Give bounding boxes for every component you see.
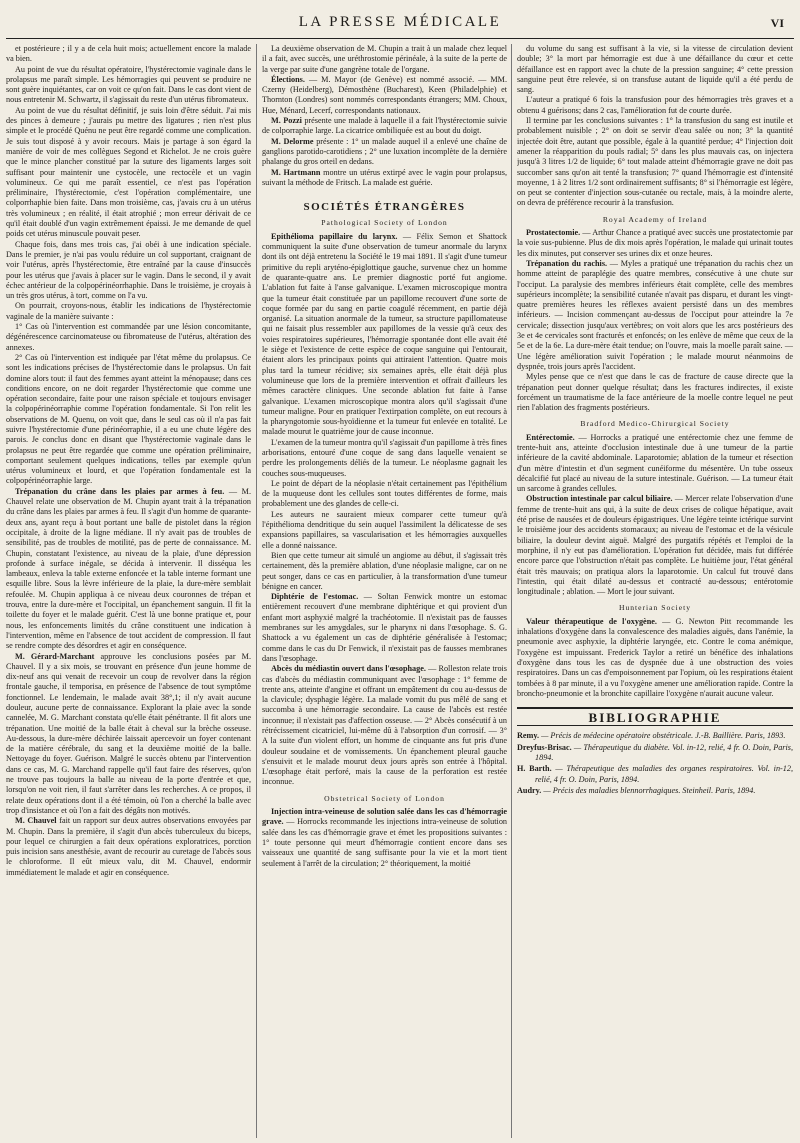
- paragraph: Myles pense que ce n'est que dans le cas de fracture de cause directe que la trépanation peut donner quelque résultat; dans les fractures indirectes, il existe forcément un traumatisme de la face antérieure de la moelle contre lequel ne peut rien l'ablation des fragments postérieurs.: [517, 372, 793, 413]
- article-body: — Félix Semon et Shattock communiquent la suite d'une observation de tumeur anormale du larynx dont ils ont déjà entretenu la Société le 19 mai 1891. Il s'agit d'une tumeur primitive du repli aryténo-épiglottique gauche, survenue chez un homme de quarante-quatre ans. Le premier diagnostic porté fut angiome. L'ablation fut faite à l'anse galvanique. L'examen microscopique montra que la tumeur était constituée par un papillome recouvert d'une sorte de coque formée par du sang en partie coagulé récemment, en partie déjà organisé. La situation anormale de la tumeur, sa structure papillomateuse qui ne faisait plus ressembler aux papillomes de la vessie qu'à ceux des voies respiratoires supérieures, l'hémorragie spontanée dont elle avait été le siège et l'existence de cette espèce de coque sanguine qui l'entourait, étaient alors les principaux points qui attiraient l'attention. Quatre mois plus tard la tumeur récidive; six semaines après, elle était déjà plus volumineuse que lors de la première intervention et offrait d'ailleurs les mêmes caractère cliniques. Une seconde ablation fut faite à l'anse galvanique. L'examen microscopique montra alors qu'il s'agissait d'une tumeur maligne. Pour en pratiquer l'extirpation complète, on eut recours à la pharyngotomie sous-hyoïdienne et la tumeur fut enlevée en totalité. Le malade mourut le quatrième jour de cause inconnue.: [262, 231, 507, 437]
- paragraph: Les auteurs ne sauraient mieux comparer cette tumeur qu'à l'épithélioma dendritique du sein auquel l'assimilent la délicatesse de ses expansions papillaires, sa vascularisation et les hémorragies auxquelles elle a donné naissance.: [262, 509, 507, 550]
- article-enterectomie: [517, 433, 793, 495]
- paragraph: L'auteur a pratiqué 6 fois la transfusion pour des hémorragies très graves et a obtenu 4 guérisons; dans 2 cas, l'amélioration fut de courte durée.: [517, 95, 793, 115]
- article-title: Entérectomie.: [526, 432, 575, 442]
- article-title: Valeur thérapeutique de l'oxygène.: [526, 616, 657, 626]
- article-title: Injection intra-veineuse de solution salée dans les cas d'hémorragie grave.: [262, 807, 507, 827]
- article-title: M. Gérard-Marchant: [15, 651, 95, 661]
- article-title: M. Hartmann: [271, 167, 321, 177]
- article-trepanation-rachis: [517, 259, 793, 372]
- society-heading: Pathological Society of London: [321, 218, 448, 228]
- article-body: — M. Mayor (de Genève) est nommé associé. — MM. Czerny (Heidelberg), Démosthène (Bucharest), Keen (Philadelphie) et Thornton (Londres) sont nommés correspondants étrangers; MM. Choux, Hue, Ménard, Lecerf, correspondants nationaux.: [262, 74, 507, 115]
- column-divider: [511, 44, 512, 1138]
- article-obstruction: [517, 494, 793, 597]
- paragraph: Bien que cette tumeur ait simulé un angiome au début, il s'agissait très certainement, dès la première ablation, d'une néoplasie maligne, car on ne peut songer, dans ce cas en particulier, à la transformation d'une tumeur bénigne en cancer.: [262, 550, 507, 591]
- paragraph: Au point de vue du résultat opératoire, l'hystérectomie vaginale dans le prolapsus me paraît simple. Les hémorragies qui peuvent se produire ne sont guère inquiétantes, car on voit ce qu'on fait. Dans le cas dont vient de nous entretenir M. Schwartz, il s'agissait du reste d'un utérus fibromateux.: [6, 64, 251, 105]
- society-heading: Royal Academy of Ireland: [602, 214, 708, 224]
- bib-author: Dreyfus-Brisac.: [517, 742, 572, 752]
- article-title: Obstruction intestinale par calcul biliaire.: [526, 494, 673, 504]
- column-divider: [256, 44, 257, 1138]
- paragraph: Il termine par les conclusions suivantes : 1° la transfusion du sang est inutile et probablement nuisible ; 2° on doit se servir d'eau salée ou non; 3° la quantité injectée doit être, autant que possible, égale à la quantité perdue; 4° l'injection doit amener la réapparition du pouls radial; 5° dans les plus mauvais cas, on injectera jusqu'à 3 litres 1/2 de liquide; 6° tout malade atteint d'hémorragie grave ne doit pas succomber sans qu'on ait tenté la transfusion; 7° quand l'hémorragie est d'intensité moyenne, 1 à 2 litres 1/2 sont ordinairement suffisants; 8° si l'hémorragie est légère, on peut se contenter d'injection sous-cutanée ou rectale, mais, à la moindre alerte, on devra de préférence recourir à la transfusion.: [517, 116, 793, 208]
- bib-text: — Thérapeutique du diabète. Vol. in-12, relié, 4 fr. O. Doin, Paris, 1894.: [535, 742, 793, 762]
- bibliography-rule: [517, 725, 793, 726]
- article-title: Abcès du médiastin ouvert dans l'œsophage.: [271, 664, 426, 674]
- article-elections: [262, 75, 507, 116]
- article-body: — Myles a pratiqué une trépanation du rachis chez un homme atteint de paraplégie des quatre membres, consécutive à une chute sur l'occiput. La paralysie des membres inférieurs était complète, celle des membres supérieurs incomplète; la sensibilité cutanée n'avait pas disparu, et durant les vingt-quatre premières heures les réflexes avaient persisté dans un des membres inférieurs. — Incision commençant au-dessus de l'occiput pour atteindre la 7e cervicale; dissection jusqu'aux vertèbres; on voit alors que les arcs postérieurs des 3e et 4e cervicales sont fracturés et enfoncés; on les enlève de même que ceux de la 5e et de la 6e. La dure-mère était tendue; on l'ouvre, mais la moelle paraît saine. — Une légère amélioration suivit l'opération ; le malade mourut néanmoins de dyspnée, trois jours après l'accident.: [517, 258, 793, 371]
- paragraph: 1° Cas où l'intervention est commandée par une lésion concomitante, dégénérescence carcinomateuse ou fibromateuse de l'utérus, altération des annexes.: [6, 322, 251, 352]
- header-rule: [6, 38, 794, 39]
- society-heading: Hunterian Society: [618, 603, 692, 613]
- article-title: Trépanation du rachis.: [526, 258, 608, 268]
- article-chauvel: [6, 816, 251, 878]
- article-delorme: [262, 137, 507, 168]
- article-title: Epithélioma papillaire du larynx.: [271, 231, 398, 241]
- paragraph: 2° Cas où l'intervention est indiquée par l'état même du prolapsus. Ce sont les indications précises de l'hystérectomie dans le prolapsus. Un fait domine alors tout: il faut des femmes ayant atteint la ménopause; dans ces conditions encore, on ne doit regarder l'hystérectomie que comme une opération secondaire, faite pour une raison spéciale et toujours envisager la colpopérinéorraphie comme l'opération fondamentale. Si l'on relit les observations de M. Quenu, on voit que, dans le seul cas où il n'a pas fait suivre l'hystérectomie d'une périnéorraphie, il a eu une chute légère des parois. Je conclus donc en disant que l'hystérectomie vaginale dans le prolapsus ne peut être regardée que comme une opération préliminaire, comportant seulement quelques indications, telles par exemple qu'un utérus volumineux et lourd, et que l'opération fondamentale est la colpopérinéorraphie large.: [6, 352, 251, 486]
- bibliography-entry: [517, 764, 793, 785]
- article-title: M. Chauvel: [15, 816, 57, 826]
- article-body: présente une malade à laquelle il a fait l'hystérectomie suivie de colporraphie large. La cicatrice ombiliquée est au bout du doigt.: [262, 116, 507, 136]
- bibliography-entry: [517, 731, 793, 741]
- column-2: [262, 44, 507, 1138]
- article-title: Trépanation du crâne dans les plaies par armes à feu.: [15, 486, 225, 496]
- article-title: Prostatectomie.: [526, 228, 581, 238]
- article-body: montre un utérus extirpé avec le vagin pour prolapsus, suivant la méthode de Fritsch. La malade est guérie.: [262, 167, 507, 187]
- article-body: — Horrocks a pratiqué une entérectomie chez une femme de trente-huit ans, atteinte d'occlusion intestinale due à une tumeur de la partie inférieure de la cavité abdominale. Laparotomie; ablation de la tumeur et résection d'un mètre d'intestin et d'un segment cunéiforme du mésentère. Un tube osseux décalcifié fut placé au niveau de la suture intestinale. Guérison. — La tumeur était un sarcome à grandes cellules.: [517, 432, 793, 494]
- article-body: — Rolleston relate trois cas d'abcès du médiastin communiquant avec l'œsophage : 1° femme de trente ans, atteinte d'angine et offrant un empâtement du cou au-dessus de la clavicule; dysphagie légère. La malade vomit du pus mêlé de sang et succomba à une hémorragie secondaire. La cause de l'abcès est restée inconnue; il n'existait pas d'affection osseuse. — 2° Abcès consécutif à un rétrécissement cicatriciel, lui-même dû à l'absorption d'un corrosif. — 3° A la suite d'un violent effort, un homme de cinquante ans fut pris d'une douleur soudaine et de vomissements. Un épanchement pleural gauche s'ensuivit et le malade mourut deux jours après son entrée à l'hôpital. L'œsophage était perforé, mais la cause de la perforation est restée inconnue.: [262, 664, 507, 787]
- article-title: Élections.: [271, 74, 305, 84]
- paragraph: La deuxième observation de M. Chupin a trait à un malade chez lequel il a fait, avec succès, une uréthrostomie périnéale, à la suite de la perte de la verge par suite d'une gangrène totale de l'organe.: [262, 44, 507, 74]
- article-gerard-marchant: [6, 652, 251, 817]
- article-pozzi: [262, 116, 507, 137]
- article-injection: [262, 807, 507, 869]
- article-oxygene: [517, 617, 793, 699]
- bibliography-title: BIBLIOGRAPHIE: [588, 710, 722, 726]
- society-heading: Bradford Medico-Chirurgical Society: [580, 419, 730, 429]
- bib-text: — Précis des maladies blennorrhagiques. Steinheil. Paris, 1894.: [543, 785, 756, 795]
- paragraph: L'examen de la tumeur montra qu'il s'agissait d'un papillome à très fines arborisations, entouré d'une coque de sang dans laquelle venaient se perdre les prolongements déliés de la tumeur. Le néoplasme gagnait les couches sous-muqueuses.: [262, 437, 507, 478]
- bib-text: — Thérapeutique des maladies des organes respiratoires. Vol. in-12, relié, 4 fr. O. Doin, Paris, 1894.: [535, 764, 793, 784]
- page-header: [0, 0, 800, 40]
- paragraph: et postérieure ; il y a de cela huit mois; actuellement encore la malade va bien.: [6, 44, 251, 64]
- column-1: [6, 44, 251, 1138]
- article-body: — Horrocks recommande les injections intra-veineuse de solution salée dans les cas d'hémorragie grave et émet les propositions suivantes : 1° toute personne qui meurt d'hémorragie contient encore dans ses vaisseaux une quantité de sang suffisante pour la vie et la mort tient seulement à l'arrêt de la circulation; 2° théoriquement, la moitié: [262, 817, 507, 868]
- article-prostatectomie: [517, 228, 793, 259]
- article-body: présente : 1° un malade auquel il a enlevé une chaîne de ganglions parotido-carotidiens ; 2° une luxation incomplète de la dernière phalange du gros orteil en dedans.: [262, 136, 507, 167]
- paragraph: Le point de départ de la néoplasie n'était certainement pas l'épithélium de la muqueuse dont les cellules sont toutes différentes de forme, mais probablement une des glandes de celle-ci.: [262, 478, 507, 509]
- bib-author: H. Barth.: [517, 764, 552, 774]
- article-epithelioma: [262, 232, 507, 438]
- article-body: — M. Chauvel relate une observation de M. Chupin ayant trait à la trépanation du crâne dans les plaies par armes à feu. Il s'agit d'un homme de quarante-deux ans, ayant reçu à bout portant une balle de pistolet dans la région occipitale, à droite de la ligne médiane. Il n'y avait pas de troubles de sensibilité, pas de troubles de motilité, pas de perte de connaissance. M. Chupin, constatant l'existence, au niveau de la plaie, d'une dépression profonde à surface inégale, se décida à intervenir. Il disséqua les lambeaux, enleva la table externe enfoncée et la table interne formant une esquille libre. Sous la lèvre inférieure de la plaie, la dure-mère semblait refoulée. M. Chupin appliqua à ce niveau deux couronnes de trépan et trouva, entre la dure-mère et l'occipital, un épanchement sanguin. Il fit la toilette du foyer et le malade guérit. C'est là une bonne pratique et, pour nous, les enfoncements limités du crâne constituent une indication à l'intervention, même en l'absence de tout accident de compression. Il faut se rendre compte des désordres et agir en conséquence.: [6, 486, 251, 651]
- article-body: — G. Newton Pitt recommande les inhalations d'oxygène dans la convalescence des maladies aiguës, dans l'anémie, la pneumonie avec asphyxie, la diphtérie laryngée, etc. Contre le coma anémique, l'oxygène est impuissant. Frederick Taylor a retiré un bénéfice des inhalations d'oxygène dans tous les cas de dyspnée due à une obstruction des voies respiratoires. Dans un cas d'empoisonnement par l'opium, où les respirations étaient tombées à 8 par minute, il a vu l'oxygène amener une amélioration rapide. Contre la broncho-pneumonie et la bronchite capillaire l'oxygène n'aurait aucune valeur.: [517, 616, 793, 698]
- article-body: approuve les conclusions posées par M. Chauvel. Il y a six mois, se trouvant en présence d'un jeune homme de dix-neuf ans qui venait de recevoir un coup de revolver dans la région frontale gauche, il temporisa, en présence de l'absence de tout symptôme fonctionnel. Le lendemain, le malade avait 38°,1; il n'y avait aucune douleur, aucune perte de connaissance. Explorant la plaie avec la sonde cannelée, M. G. Marchant constata qu'elle était pénétrante. Il fit alors une trépanation. Une moitié de la balle était à cheval sur la brèche osseuse. Au-dessous, la dure-mère déchirée laissait apercevoir un foyer contenant de la matière cérébrale, du sang et la deuxième moitié de la balle. Nettoyage du foyer. Guérison. Malgré le succès obtenu par l'intervention dans ce cas, M. G. Marchand rappelle qu'il faut faire des réserves, qu'on ne trouve pas toujours la balle au niveau de la porte d'entrée et que, lorsqu'on ne voit rien, il faut s'arrêter dans les recherches. A ce propos, il relate deux opérations dont il a été témoin, où l'on a cherché la balle avec trop d'insistance et où l'on a fait des dégâts non motivés.: [6, 651, 251, 815]
- column-3: [517, 44, 793, 1138]
- society-heading: Obstetrical Society of London: [324, 793, 445, 803]
- article-body: fait un rapport sur deux autres observations envoyées par M. Chupin. Dans la première, il s'agit d'un abcès tuberculeux du biceps, pour lequel ce chirurgien a fait deux opérations exploratrices, porction puis incision sans anesthésie, avant de recourir au curetage de l'abcès sous le chloroforme. Il eût mieux valu, dit M. Chauvel, endormir immédiatement le malade et agir en conséquence.: [6, 816, 251, 877]
- paragraph: On pourrait, croyons-nous, établir les indications de l'hystérectomie vaginale de la manière suivante :: [6, 301, 251, 321]
- article-hartmann: [262, 168, 507, 189]
- article-abces: [262, 664, 507, 788]
- section-title: SOCIÉTÉS ÉTRANGÈRES: [303, 201, 466, 214]
- paragraph: Au point de vue du résultat définitif, je suis loin d'être séduit. J'ai mis des pinces à demeure ; j'aurais pu mettre des ligatures ; rien n'est plus simple et le procédé Quénu ne peut être regardé comme une complication. Je suis tout disposé à y avoir recours. Mais je partage à son égard la manière de voir de mes collègues Segond et Richelot. Je ne crois guère que le mince plancher constitué par la suture des ligaments larges soit suffisant pour maintenir une cystocèle, une rectocèle et un vagin volumineux. Ce qui me paraît essentiel, ce n'est pas l'opération préliminaire, l'hystérectomie, c'est l'opération complémentaire, une colporrhaphie bien faite. Dans mon troisième, cas, j'avais cru à un utérus très volumineux ; en réalité, il était atrophié ; mon erreur dérivait de ce qu'il était doublé d'un vagin extrêmement épaissi. Je me demande de quel poids cet utérus minuscule pouvait peser.: [6, 105, 251, 239]
- article-body: — Mercer relate l'observation d'une femme de trente-huit ans qui, à la suite de deux crises de colique hépatique, avait été prise de nausées et de douleurs épigastriques. Une légère teinte ictérique survint le troisième jour des accidents stomacaux; au niveau de l'estomac et de la vésicule biliaire, la douleur devint aiguë. Malgré des purgatifs répétés et l'emploi de la morphine, il n'y eut pas d'amélioration. L'opération fut décidée, mais fut différée encore parce que l'obstruction n'était pas complète. Le huitième jour, l'état général était très mauvais; on pratiqua alors la laparotomie. Un calcul fut trouvé dans l'intestin, qui était dilaté au-dessus et contracté au-dessous; entérotomie longitudinale ; ablation. — Mort le jour suivant.: [517, 494, 793, 597]
- article-title: M. Delorme: [271, 136, 314, 146]
- bib-author: Remy.: [517, 731, 540, 741]
- article-diphterie: [262, 592, 507, 664]
- bib-author: Audry.: [517, 785, 542, 795]
- article-trepanation-crane: [6, 487, 251, 652]
- article-title: Diphtérie de l'estomac.: [271, 592, 359, 602]
- article-body: — Soltan Fenwick montre un estomac entièrement recouvert d'une membrane diphtérique et qui provient d'un enfant mort asphyxié malgré la trachéotomie. Il n'existait pas de fausses membranes sur les amygdales, sur le pharynx ni dans l'œsophage. S. G. Shattock a vu également un cas de diphtérie généralisée à l'estomac; comme dans le cas du Dr Fenwick, il n'existait pas de fausses membranes dans l'œsophage.: [262, 592, 507, 663]
- journal-title: LA PRESSE MÉDICALE: [298, 14, 502, 30]
- bibliography-rule: [517, 707, 793, 709]
- bib-text: — Précis de médecine opératoire obstétricale. J.-B. Baillière. Paris, 1893.: [541, 731, 786, 741]
- paragraph: du volume du sang est suffisant à la vie, si la vitesse de circulation devient double; 3° la mort par hémorragie est due à une défaillance du cœur et cette défaillance est en rapport avec la chute de la pression sanguine; 4° cette pression sanguine peut être relevée, si on transfuse autant de liquide qu'il a été perdu de sang.: [517, 44, 793, 95]
- paragraph: Chaque fois, dans mes trois cas, j'ai obéi à une indication spéciale. Dans le premier, je n'ai pas voulu réduire un col supportant, craignant de voir l'utérus, après l'hystérectomie, être entraîné par la cause d'insuccès pour les utérus que j'avais à placer sur le vagin. Dans le second, il y avait échec antérieur de la colpopérinéorrhaphie. Dans le troisième, je croyais à un très gros utérus, à tort, comme on l'a vu.: [6, 239, 251, 301]
- bibliography-entry: [517, 743, 793, 764]
- article-title: M. Pozzi: [271, 116, 302, 126]
- bibliography-entry: [517, 786, 793, 796]
- article-body: — Arthur Chance a pratiqué avec succès une prostatectomie par la voie sus-pubienne. Plus de dix mois après l'opération, le malade qui urinait toutes les dix minutes, put conserver ses urines dix et onze heures.: [517, 228, 793, 258]
- page-number: VI: [770, 16, 784, 30]
